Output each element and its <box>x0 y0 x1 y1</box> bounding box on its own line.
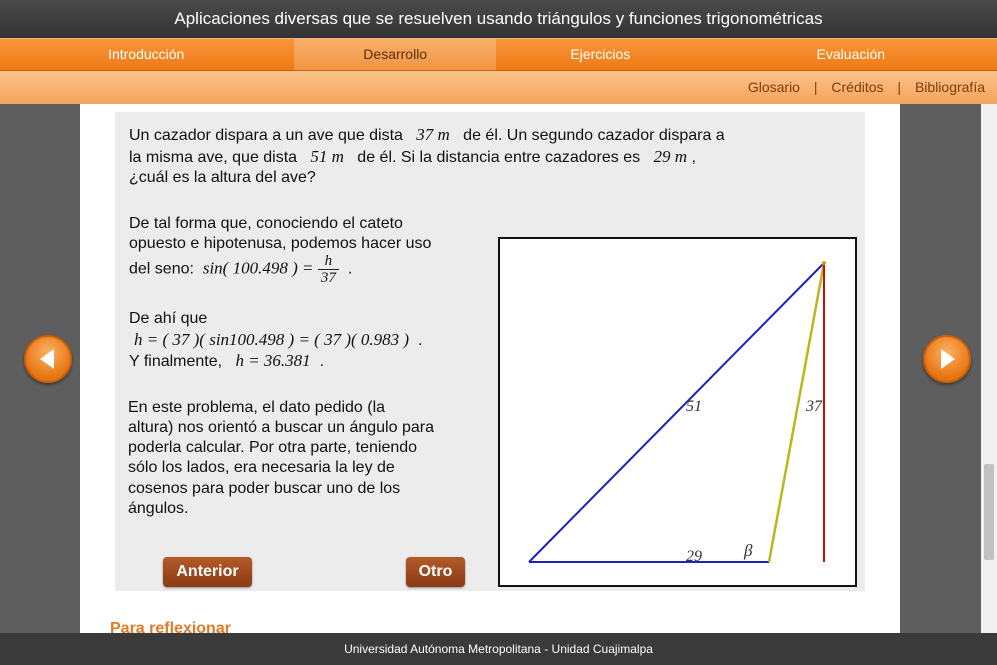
label-29: 29 <box>686 548 702 565</box>
main-nav <box>0 38 997 71</box>
sine-formula: del seno: sin( 100.498 ) = $\frac{h}{37}$ . <box>129 253 353 286</box>
label-37: 37 <box>806 398 822 415</box>
tab-introduccion[interactable]: Introducción <box>108 46 185 62</box>
label-beta: β <box>744 541 753 560</box>
link-creditos[interactable]: Créditos <box>831 79 884 95</box>
arrow-left-icon <box>26 337 70 381</box>
bird-point <box>822 261 826 265</box>
label-51: 51 <box>686 398 702 415</box>
problem-line-1: Un cazador dispara a un ave que dista 37 m de él. Un segundo cazador dispara a <box>129 125 725 144</box>
footer: Universidad Autónoma Metropolitana - Unidad Cuajimalpa <box>0 633 997 665</box>
problem-line-3: ¿cuál es la altura del ave? <box>129 169 316 186</box>
sub-nav <box>0 71 997 104</box>
separator: | <box>897 79 902 95</box>
scrollbar-thumb[interactable] <box>984 464 994 560</box>
content-area <box>80 104 900 633</box>
page-title: Aplicaciones diversas que se resuelven usando triángulos y funciones trigonométricas <box>0 0 997 38</box>
conclusion-line: altura) nos orientó a buscar un ángulo para <box>128 419 434 436</box>
link-bibliografia[interactable]: Bibliografía <box>914 79 985 95</box>
explanation-line-1: De tal forma que, conociendo el cateto <box>129 215 403 232</box>
otro-button[interactable]: Otro <box>406 557 465 587</box>
tab-ejercicios[interactable]: Ejercicios <box>570 46 631 62</box>
tab-evaluacion[interactable]: Evaluación <box>816 46 886 62</box>
next-page-button[interactable] <box>923 335 971 383</box>
height-formula: h = ( 37 )( sin100.498 ) = ( 37 )( 0.983 ) . <box>134 330 423 349</box>
tab-desarrollo[interactable]: Desarrollo <box>294 39 496 70</box>
scrollbar[interactable] <box>981 104 997 633</box>
explanation-line-4: De ahí que <box>129 310 208 327</box>
separator: | <box>813 79 818 95</box>
link-glosario[interactable]: Glosario <box>747 79 800 95</box>
arrow-right-icon <box>925 337 969 381</box>
exercise-panel <box>115 112 865 591</box>
conclusion-line: ángulos. <box>128 500 189 517</box>
conclusion-line: sólo los lados, era necesaria la ley de <box>128 459 395 476</box>
prev-page-button[interactable] <box>24 335 72 383</box>
conclusion-line: En este problema, el dato pedido (la <box>128 399 386 416</box>
result-line: Y finalmente, h = 36.381 . <box>129 351 325 370</box>
problem-line-2: la misma ave, que dista 51 m de él. Si la distancia entre cazadores es 29 m , <box>129 147 696 166</box>
section-heading-reflexionar[interactable]: Para reflexionar <box>110 620 231 633</box>
anterior-button[interactable]: Anterior <box>163 557 252 587</box>
triangle-diagram <box>498 237 857 587</box>
conclusion-line: poderla calcular. Por otra parte, teniendo <box>128 439 418 456</box>
explanation-line-2: opuesto e hipotenusa, podemos hacer uso <box>129 235 432 252</box>
conclusion-line: cosenos para poder buscar uno de los <box>128 480 401 497</box>
